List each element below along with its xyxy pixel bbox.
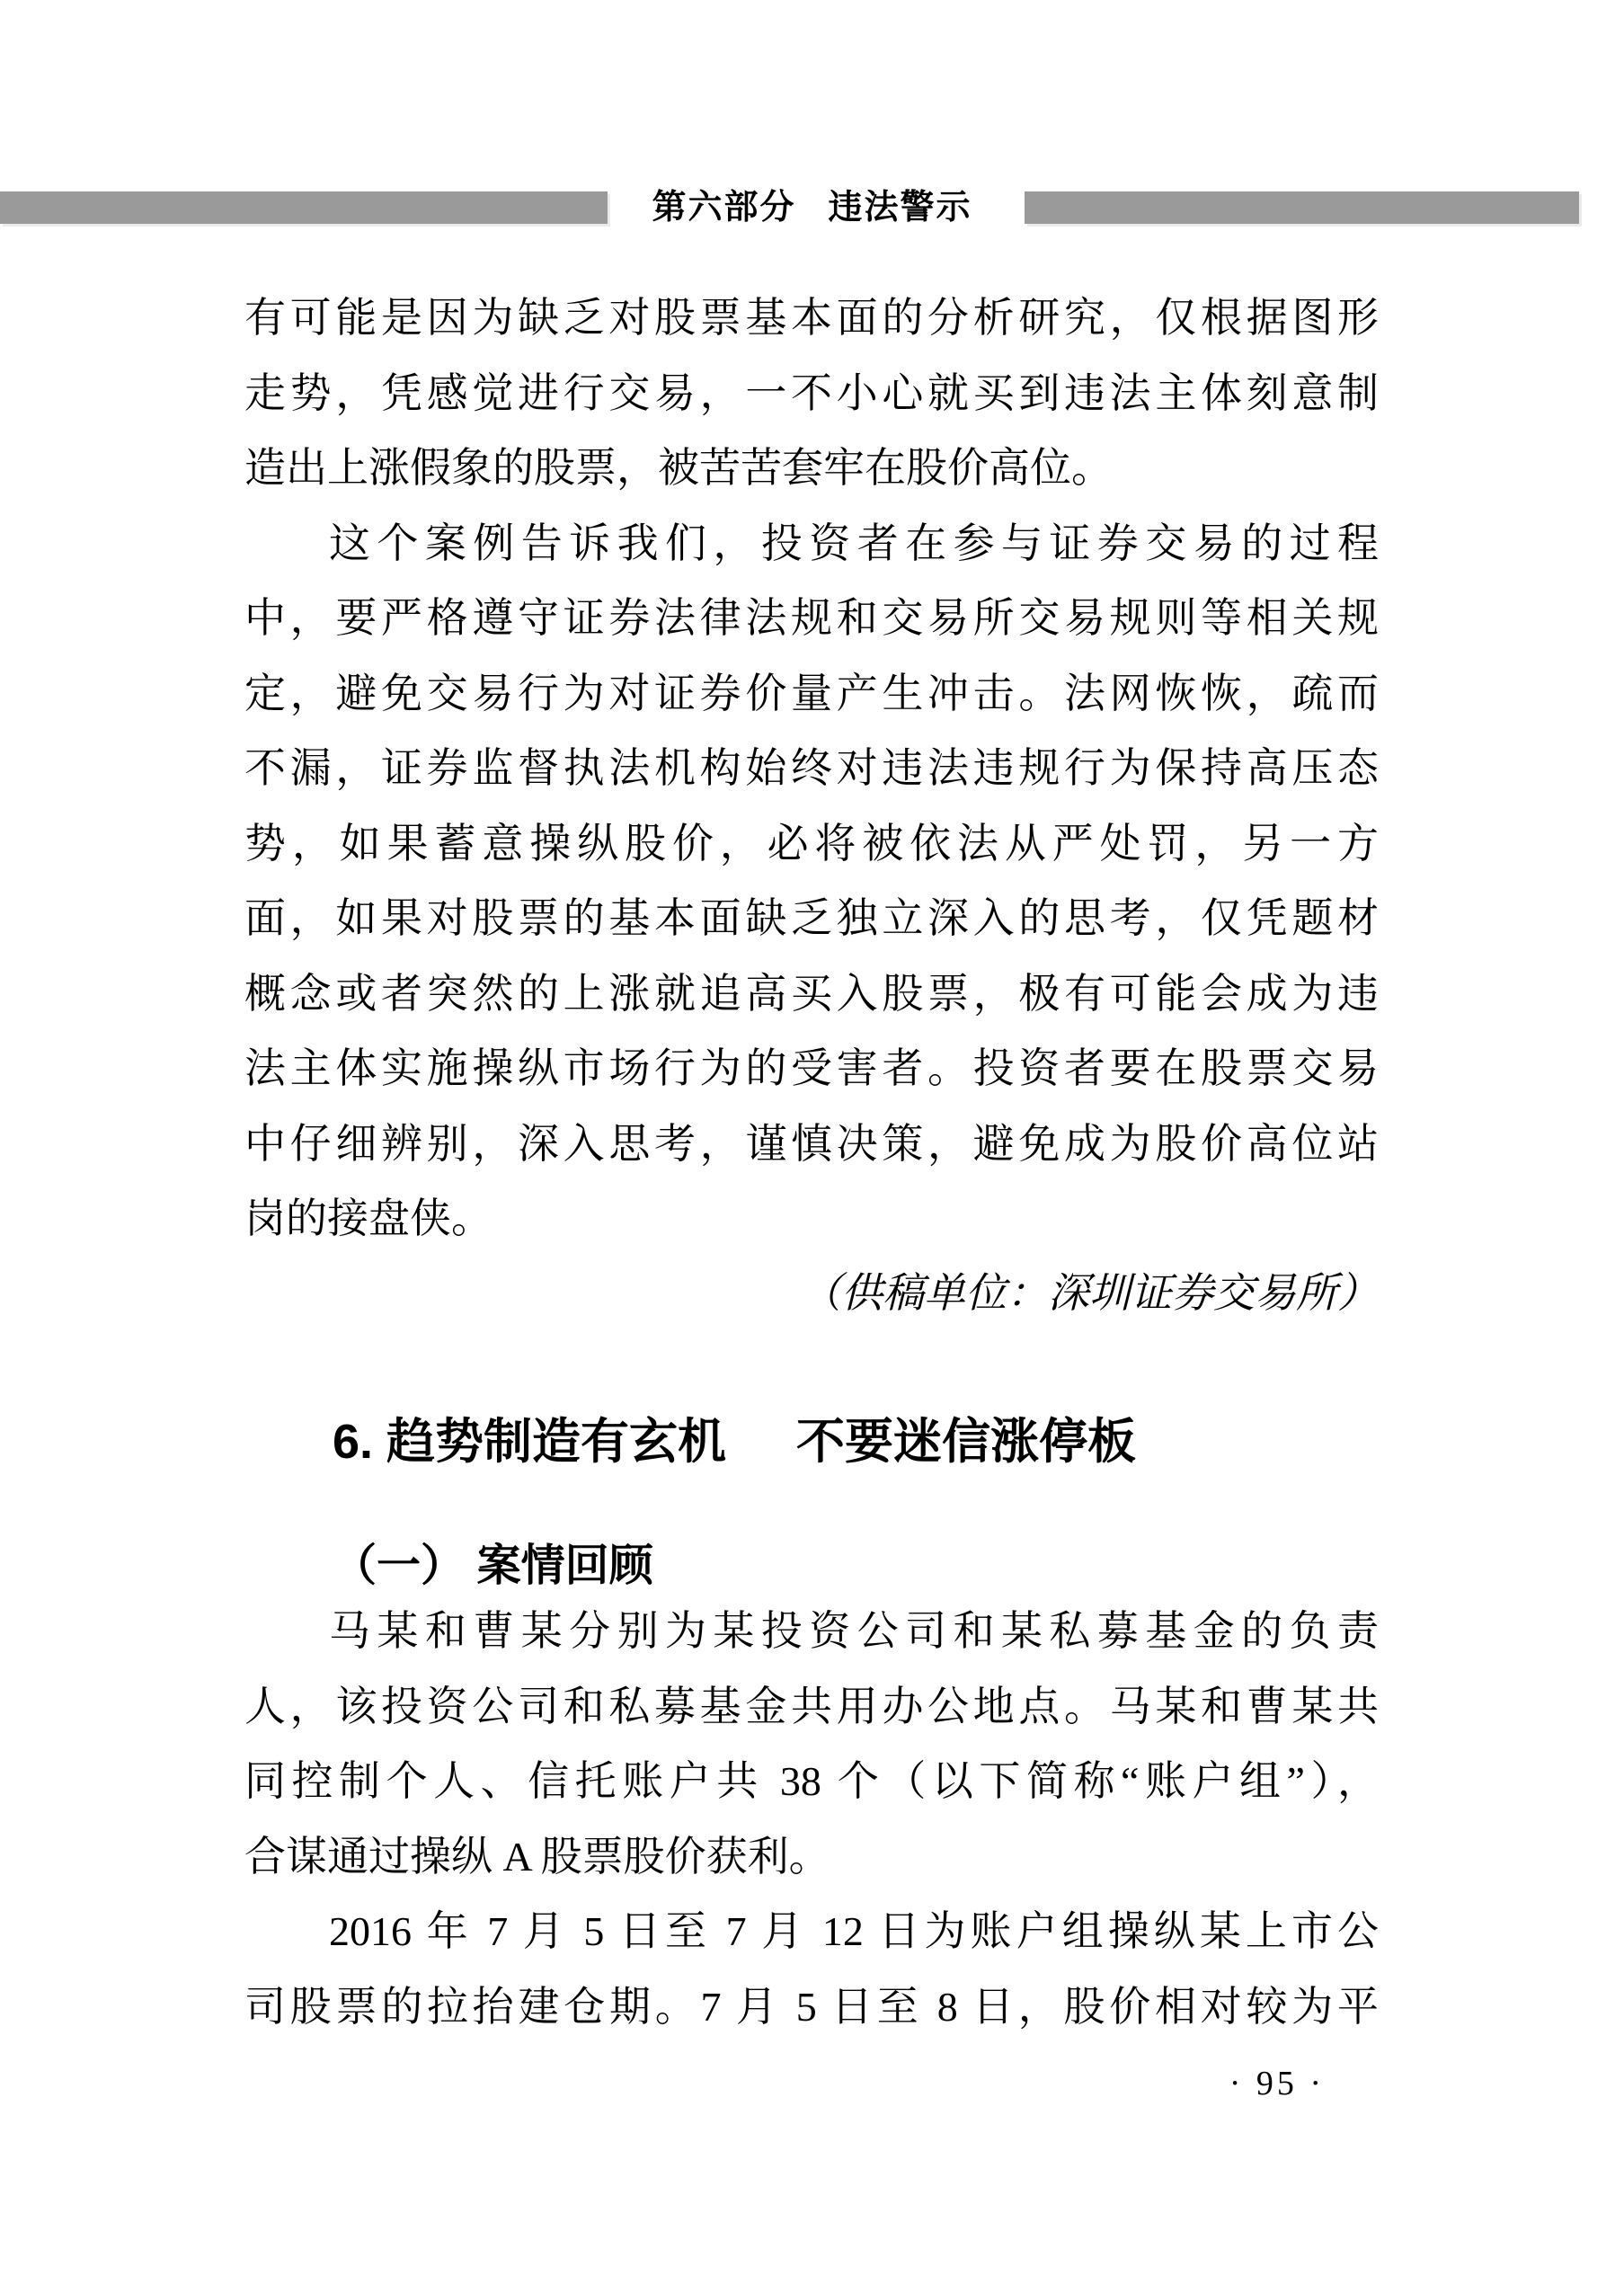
body-text-line: 马某和曹某分别为某投资公司和某私募基金的负责 (329, 1608, 1379, 1654)
running-header-part2: 违法警示 (828, 189, 972, 227)
body-text-line: 定，避免交易行为对证券价量产生冲击。法网恢恢，疏而 (244, 670, 1379, 716)
body-text-line: 司股票的拉抬建仓期。7 月 5 日至 8 日，股价相对较为平 (244, 1983, 1379, 2030)
paragraphs-bottom (244, 1594, 1379, 2044)
body-text-line: 岗的接盘侠。 (244, 1195, 493, 1241)
section-heading-part1: 6. 趋势制造有玄机 (333, 1415, 727, 1469)
body-text-line: 势，如果蓄意操纵股价，必将被依法从严处罚，另一方 (244, 820, 1379, 867)
section-heading-part2: 不要迷信涨停板 (796, 1415, 1137, 1469)
paragraphs-top (244, 280, 1379, 1257)
body-text-line: 中仔细辨别，深入思考，谨慎决策，避免成为股价高位站 (244, 1120, 1379, 1167)
body-text-line: 合谋通过操纵 A 股票股价获利。 (244, 1833, 830, 1880)
running-header-part1: 第六部分 (652, 189, 796, 227)
body-text-line: 中，要严格遵守证券法律法规和交易所交易规则等相关规 (244, 595, 1379, 641)
attribution-line: （供稿单位：深圳证券交易所） (800, 1270, 1379, 1316)
body-text-line: 人，该投资公司和私募基金共用办公地点。马某和曹某共 (244, 1683, 1379, 1729)
body-text-line: 2016 年 7 月 5 日至 7 月 12 日为账户组操纵某上市公 (329, 1908, 1379, 1954)
subsection-heading: （一） 案情回顾 (333, 1542, 653, 1590)
body-text-line: 同控制个人、信托账户共 38 个（以下简称“账户组”）， (244, 1758, 1379, 1804)
page-content (244, 0, 1379, 2293)
body-text-line: 造出上涨假象的股票，被苦苦套牢在股价高位。 (244, 445, 1113, 491)
body-text-line: 有可能是因为缺乏对股票基本面的分析研究，仅根据图形 (244, 295, 1379, 341)
body-text-line: 法主体实施操纵市场行为的受害者。投资者要在股票交易 (244, 1045, 1379, 1091)
body-text-line: 面，如果对股票的基本面缺乏独立深入的思考，仅凭题材 (244, 895, 1379, 941)
body-text-line: 走势，凭感觉进行交易，一不小心就买到违法主体刻意制 (244, 369, 1379, 416)
body-text-line: 不漏，证券监督执法机构始终对违法违规行为保持高压态 (244, 745, 1379, 791)
body-text-line: 这个案例告诉我们，投资者在参与证券交易的过程 (329, 520, 1379, 566)
section-heading (244, 1408, 1379, 1476)
page-number: · 95 · (1229, 2065, 1325, 2102)
body-text-line: 概念或者突然的上涨就追高买入股票，极有可能会成为违 (244, 970, 1379, 1017)
